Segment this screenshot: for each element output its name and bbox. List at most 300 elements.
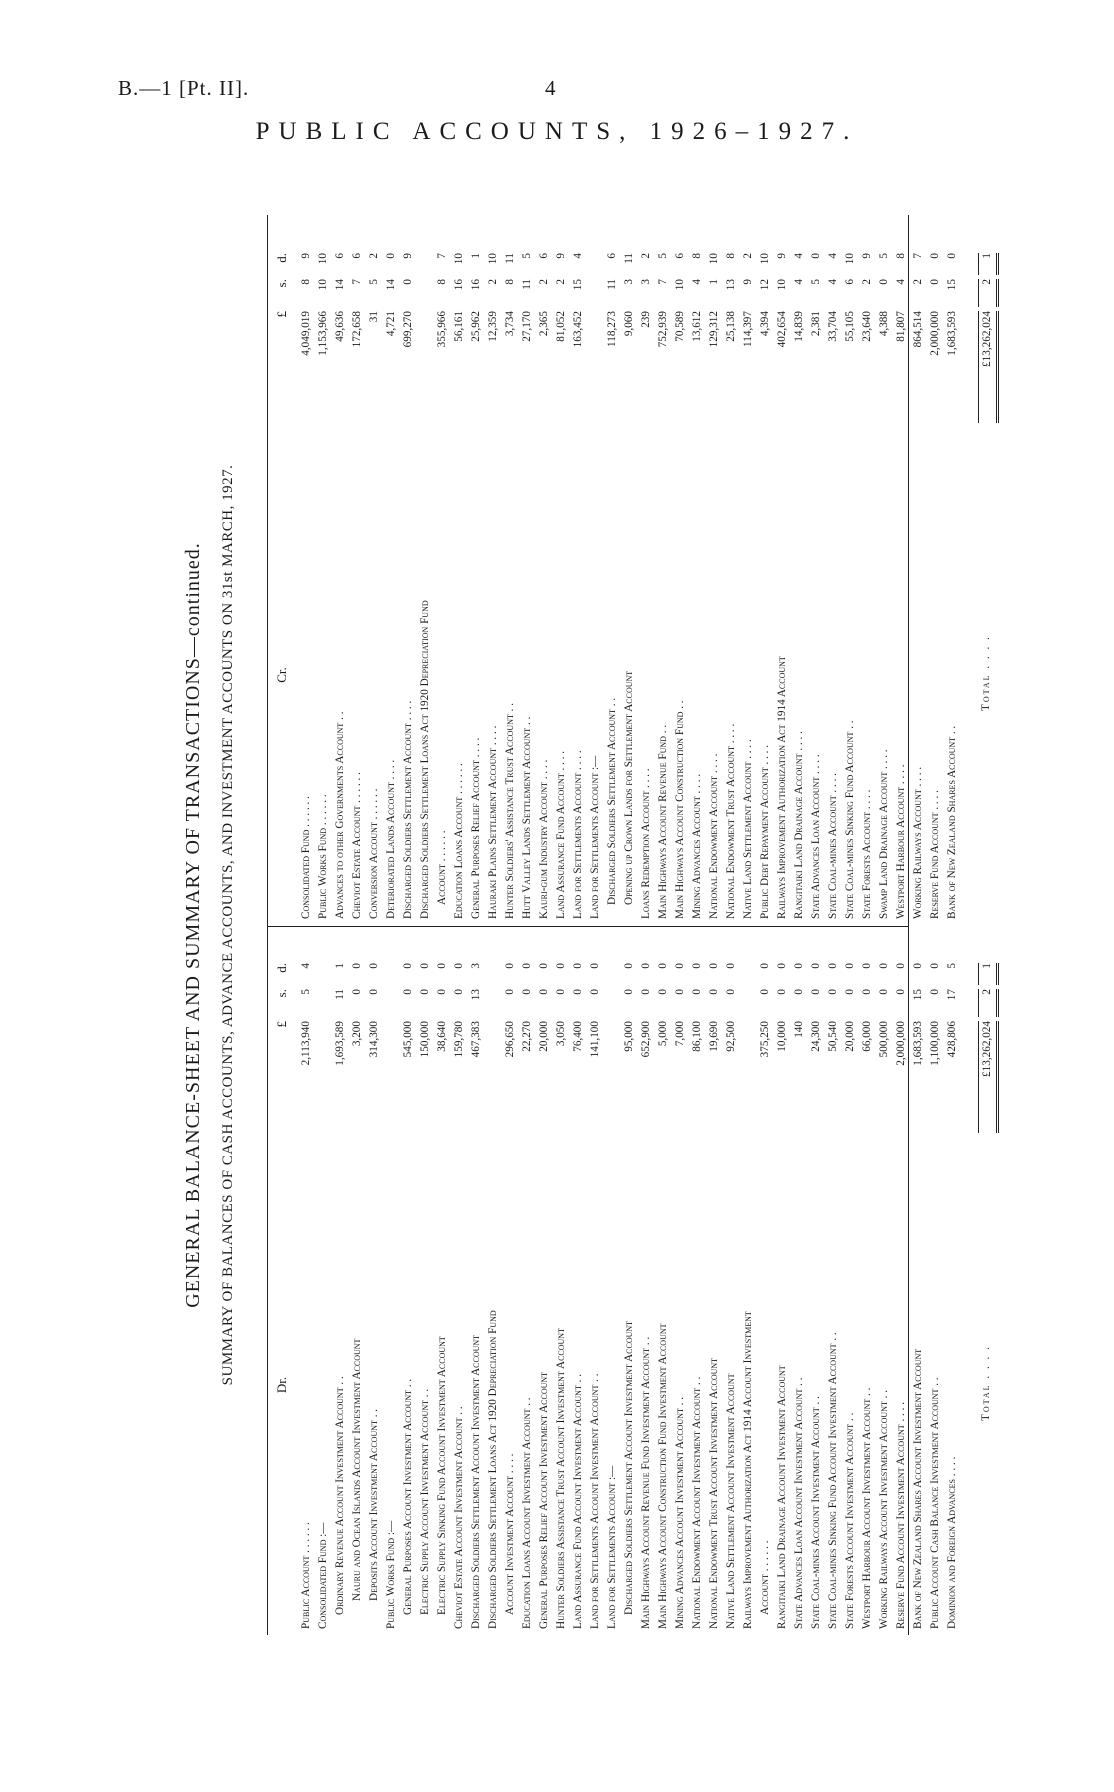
pounds-value: 467,383 bbox=[470, 1021, 482, 1058]
pounds-value: 25,962 bbox=[470, 311, 482, 342]
account-label: Consolidated Fund :— bbox=[317, 1522, 329, 1629]
account-label: Kauri-gum Industry Account . . . . bbox=[538, 759, 550, 919]
pence-value: 0 bbox=[385, 253, 397, 259]
debit-header bbox=[274, 927, 298, 1635]
pounds-value: 14,839 bbox=[793, 311, 805, 342]
account-label: Loans Redemption Account . . . . bbox=[640, 768, 652, 919]
pence-value: 9 bbox=[555, 253, 567, 259]
pounds-value: 2,000,000 bbox=[929, 311, 941, 356]
shillings-value: 0 bbox=[436, 989, 448, 995]
pence-value: 4 bbox=[827, 253, 839, 259]
shillings-unit: s. bbox=[274, 279, 289, 288]
pence-value: 2 bbox=[640, 253, 652, 259]
account-label: Land for Settlements Account :— bbox=[589, 755, 601, 919]
table-row bbox=[621, 215, 638, 925]
debit-side bbox=[268, 926, 993, 1635]
pence-value: 0 bbox=[827, 963, 839, 969]
shillings-value: 0 bbox=[657, 989, 669, 995]
pence-value: 11 bbox=[623, 253, 635, 264]
account-label: General Purposes Account Investment Account . . bbox=[402, 1378, 414, 1615]
spacer bbox=[961, 927, 978, 1635]
total-shillings: 2 bbox=[978, 989, 999, 1017]
pounds-value: 864,514 bbox=[912, 311, 924, 348]
pence-value: 0 bbox=[895, 963, 907, 969]
pence-value: 6 bbox=[351, 253, 363, 259]
shillings-value: 2 bbox=[861, 279, 873, 285]
table-subtitle: SUMMARY OF BALANCES OF CASH ACCOUNTS, ADVANCE ACCOUNTS, AND INVESTMENT ACCOUNTS ON 31st MARCH, 1927. bbox=[220, 464, 236, 1386]
pounds-value: 66,000 bbox=[861, 1021, 873, 1052]
table-row bbox=[927, 215, 944, 925]
shillings-unit: s. bbox=[274, 989, 289, 998]
table-row bbox=[587, 215, 604, 925]
pence-unit: d. bbox=[274, 963, 289, 973]
pounds-value: 163,452 bbox=[572, 311, 584, 348]
pounds-value: 95,000 bbox=[623, 1021, 635, 1052]
shillings-value: 0 bbox=[929, 989, 941, 995]
shillings-value: 0 bbox=[929, 279, 941, 285]
pence-value: 5 bbox=[657, 253, 669, 259]
table-row bbox=[519, 927, 536, 1635]
pounds-value: 752,939 bbox=[657, 311, 669, 348]
table-row bbox=[570, 927, 587, 1635]
table-row bbox=[502, 215, 519, 925]
table-row bbox=[451, 927, 468, 1635]
shillings-value: 11 bbox=[521, 279, 533, 290]
shillings-value: 0 bbox=[521, 989, 533, 995]
pence-value: 9 bbox=[861, 253, 873, 259]
account-label: Land Assurance Fund Account Investment Account . . bbox=[572, 1373, 584, 1629]
account-label: Rangitaiki Land Drainage Account . . . . bbox=[793, 731, 805, 919]
table-row bbox=[791, 215, 808, 925]
account-label: State Coal-mines Account Investment Account . . bbox=[810, 1396, 822, 1629]
shillings-value: 3 bbox=[640, 279, 652, 285]
pence-value: 0 bbox=[844, 963, 856, 969]
shillings-value: 4 bbox=[827, 279, 839, 285]
pounds-value: 13,612 bbox=[691, 311, 703, 342]
pounds-value: 38,640 bbox=[436, 1021, 448, 1052]
account-label: Railways Improvement Authorization Act 1914 Account Investment bbox=[742, 1311, 754, 1629]
pounds-value: 22,270 bbox=[521, 1021, 533, 1052]
table-row bbox=[723, 215, 740, 925]
shillings-value: 6 bbox=[844, 279, 856, 285]
shillings-value: 14 bbox=[334, 279, 346, 291]
shillings-value: 0 bbox=[878, 989, 890, 995]
table-row bbox=[859, 215, 876, 925]
account-label: Discharged Soldiers Settlement Account Investment Account bbox=[623, 1320, 635, 1615]
pounds-value: 114,397 bbox=[742, 311, 754, 347]
shillings-value: 0 bbox=[453, 989, 465, 995]
shillings-value: 4 bbox=[691, 279, 703, 285]
pounds-value: 3,734 bbox=[504, 311, 516, 337]
balance-table bbox=[267, 215, 993, 1635]
pence-value: 0 bbox=[725, 963, 737, 969]
account-label: Native Land Settlement Account . . . . bbox=[742, 739, 754, 919]
shillings-value: 5 bbox=[810, 279, 822, 285]
pounds-value: 159,780 bbox=[453, 1021, 465, 1058]
table-row bbox=[434, 215, 451, 925]
shillings-value: 0 bbox=[674, 989, 686, 995]
account-label: Nauru and Ocean Islands Account Investment Account bbox=[351, 1338, 363, 1601]
pence-unit: d. bbox=[274, 253, 289, 263]
table-row bbox=[366, 927, 383, 1635]
pence-value: 0 bbox=[691, 963, 703, 969]
account-label: Rangitaiki Land Drainage Account Investment Account bbox=[776, 1365, 788, 1629]
shillings-value: 11 bbox=[606, 279, 618, 290]
pence-value: 10 bbox=[708, 253, 720, 265]
pence-value: 9 bbox=[300, 253, 312, 259]
pence-value: 0 bbox=[878, 963, 890, 969]
account-label: Discharged Soldiers Settlement Account Investment Account bbox=[470, 1334, 482, 1629]
pounds-value: 699,270 bbox=[402, 311, 414, 348]
account-label: Electric Supply Sinking Fund Account Investment Account bbox=[436, 1336, 448, 1615]
pence-value: 0 bbox=[929, 963, 941, 969]
account-label: Hunter Soldiers' Assistance Trust Account . . bbox=[504, 702, 516, 919]
pounds-unit: £ bbox=[274, 1021, 289, 1028]
table-row bbox=[774, 215, 791, 925]
pounds-value: 2,000,000 bbox=[895, 1021, 907, 1066]
table-row bbox=[672, 215, 689, 925]
pounds-value: 5,000 bbox=[657, 1021, 669, 1047]
total-pounds: £13,262,024 bbox=[978, 1021, 999, 1133]
pounds-value: 76,400 bbox=[572, 1021, 584, 1052]
shillings-value: 0 bbox=[844, 989, 856, 995]
table-row bbox=[400, 215, 417, 925]
account-label: General Purposes Relief Account Investment Account bbox=[538, 1371, 550, 1629]
account-label: State Coal-mines Account . . . . bbox=[827, 773, 839, 919]
pounds-value: 27,170 bbox=[521, 311, 533, 342]
account-label: Hutt Valley Lands Settlement Account . . bbox=[521, 716, 533, 919]
total-row bbox=[978, 927, 995, 1635]
credit-side bbox=[268, 215, 993, 925]
shillings-value: 1 bbox=[708, 279, 720, 285]
table-row bbox=[825, 215, 842, 925]
table-row bbox=[638, 927, 655, 1635]
pounds-value: 296,650 bbox=[504, 1021, 516, 1058]
table-row bbox=[553, 215, 570, 925]
account-label: Public Debt Repayment Account . . . . bbox=[759, 744, 771, 919]
table-row bbox=[315, 927, 332, 1635]
shillings-value: 4 bbox=[895, 279, 907, 285]
pounds-value: 12,359 bbox=[487, 311, 499, 342]
pence-value: 0 bbox=[402, 963, 414, 969]
table-row bbox=[298, 215, 315, 925]
account-label: Cheviot Estate Account Investment Account . . bbox=[453, 1406, 465, 1629]
total-pounds: £13,262,024 bbox=[978, 311, 999, 423]
account-label: State Forests Account Investment Account . . bbox=[844, 1412, 856, 1629]
pence-value: 6 bbox=[334, 253, 346, 259]
pounds-value: 81,807 bbox=[895, 311, 907, 342]
account-label: Deteriorated Lands Account . . . . bbox=[385, 759, 397, 919]
pounds-value: 20,000 bbox=[844, 1021, 856, 1052]
account-label: Native Land Settlement Account Investment Account bbox=[725, 1373, 737, 1629]
pounds-value: 172,658 bbox=[351, 311, 363, 348]
account-label: National Endowment Account Investment Account . . bbox=[691, 1376, 703, 1629]
account-label: State Coal-mines Sinking Fund Account . . bbox=[844, 720, 856, 919]
table-row bbox=[740, 927, 757, 1635]
pounds-value: 428,806 bbox=[946, 1021, 958, 1058]
table-row bbox=[417, 927, 434, 1635]
account-label: State Advances Loan Account Investment Account . . bbox=[793, 1377, 805, 1629]
credit-header bbox=[274, 215, 298, 925]
pence-value: 2 bbox=[742, 253, 754, 259]
pence-value: 8 bbox=[691, 253, 703, 259]
pounds-value: 2,365 bbox=[538, 311, 550, 337]
credit-heading: Cr. bbox=[274, 667, 289, 683]
pounds-value: 1,693,589 bbox=[334, 1021, 346, 1066]
pence-value: 9 bbox=[776, 253, 788, 259]
total-label: Total . . . . bbox=[980, 635, 992, 711]
pounds-value: 20,000 bbox=[538, 1021, 550, 1052]
account-label: Mining Advances Account Investment Account . . bbox=[674, 1396, 686, 1629]
shillings-value: 10 bbox=[674, 279, 686, 291]
account-label: Dominion and Foreign Advances . . . . bbox=[946, 1456, 958, 1629]
table-row bbox=[536, 927, 553, 1635]
account-label: Reserve Fund Account . . . . bbox=[929, 790, 941, 919]
table-row bbox=[502, 927, 519, 1635]
pence-value: 10 bbox=[844, 253, 856, 265]
pence-value: 6 bbox=[674, 253, 686, 259]
account-label: Land for Settlements Account :— bbox=[606, 1465, 618, 1629]
shillings-value: 7 bbox=[351, 279, 363, 285]
shillings-value: 0 bbox=[708, 989, 720, 995]
pence-value: 8 bbox=[725, 253, 737, 259]
account-label: Consolidated Fund . . . . . . bbox=[300, 796, 312, 919]
account-label: State Advances Loan Account . . . . bbox=[810, 754, 822, 919]
pence-value: 0 bbox=[929, 253, 941, 259]
shillings-value: 0 bbox=[589, 989, 601, 995]
pounds-value: 2,113,940 bbox=[300, 1021, 312, 1066]
table-row bbox=[757, 927, 774, 1635]
account-label: Land for Settlements Account . . . . bbox=[572, 750, 584, 919]
table-row bbox=[383, 215, 400, 925]
shillings-value: 0 bbox=[504, 989, 516, 995]
shillings-value: 13 bbox=[470, 989, 482, 1001]
account-label: Discharged Soldiers Settlement Loans Act 1920 Depreciation Fund bbox=[419, 600, 431, 919]
table-row bbox=[417, 215, 434, 925]
account-label: Electric Supply Account Investment Account . . bbox=[419, 1388, 431, 1615]
pence-value: 5 bbox=[946, 963, 958, 969]
account-label: National Endowment Trust Account . . . . bbox=[725, 723, 737, 919]
table-row bbox=[383, 927, 400, 1635]
table-row bbox=[859, 927, 876, 1635]
account-label: Westport Harbour Account Investment Account . . bbox=[861, 1387, 873, 1629]
table-row bbox=[451, 215, 468, 925]
account-label: Conversion Account . . . . . . bbox=[368, 788, 380, 919]
shillings-value: 0 bbox=[572, 989, 584, 995]
table-row bbox=[332, 927, 349, 1635]
shillings-value: 0 bbox=[861, 989, 873, 995]
pence-value: 10 bbox=[317, 253, 329, 265]
pounds-value: 49,636 bbox=[334, 311, 346, 342]
account-label: Account . . . . . . bbox=[436, 830, 448, 905]
table-row bbox=[706, 215, 723, 925]
shillings-value: 0 bbox=[759, 989, 771, 995]
pence-value: 0 bbox=[589, 963, 601, 969]
pence-value: 7 bbox=[436, 253, 448, 259]
pence-value: 0 bbox=[453, 963, 465, 969]
table-row bbox=[434, 927, 451, 1635]
shillings-value: 10 bbox=[317, 279, 329, 291]
shillings-value: 10 bbox=[776, 279, 788, 291]
pence-value: 0 bbox=[657, 963, 669, 969]
pounds-value: 10,000 bbox=[776, 1021, 788, 1052]
debit-heading: Dr. bbox=[274, 1376, 289, 1394]
shillings-value: 16 bbox=[470, 279, 482, 291]
pence-value: 0 bbox=[436, 963, 448, 969]
table-row bbox=[485, 927, 502, 1635]
shillings-value: 0 bbox=[402, 279, 414, 285]
document-reference: B.—1 [Pt. II]. bbox=[118, 76, 250, 100]
account-label: Discharged Soldiers Settlement Loans Act 1920 Depreciation Fund bbox=[487, 1310, 499, 1629]
pence-value: 11 bbox=[504, 253, 516, 264]
pounds-value: 140 bbox=[793, 1021, 805, 1038]
pounds-value: 4,388 bbox=[878, 311, 890, 337]
pence-value: 5 bbox=[878, 253, 890, 259]
table-row bbox=[400, 927, 417, 1635]
table-row bbox=[791, 927, 808, 1635]
pounds-value: 50,540 bbox=[827, 1021, 839, 1052]
shillings-value: 11 bbox=[334, 989, 346, 1000]
account-label: Reserve Fund Account Investment Account . . . . bbox=[895, 1401, 907, 1629]
pounds-value: 500,000 bbox=[878, 1021, 890, 1058]
table-row bbox=[655, 927, 672, 1635]
pence-value: 0 bbox=[504, 963, 516, 969]
account-label: Land Assurance Fund Account . . . . bbox=[555, 750, 567, 919]
table-row bbox=[553, 927, 570, 1635]
account-label: Opening up Crown Lands for Settlement Account bbox=[623, 670, 635, 905]
shillings-value: 8 bbox=[504, 279, 516, 285]
pounds-value: 3,050 bbox=[555, 1021, 567, 1047]
pounds-value: 4,394 bbox=[759, 311, 771, 337]
shillings-value: 0 bbox=[368, 989, 380, 995]
pounds-value: 24,300 bbox=[810, 1021, 822, 1052]
pence-value: 0 bbox=[640, 963, 652, 969]
table-row bbox=[468, 927, 485, 1635]
pounds-value: 355,966 bbox=[436, 311, 448, 348]
pounds-value: 25,138 bbox=[725, 311, 737, 342]
account-label: Cheviot Estate Account . . . . . . bbox=[351, 772, 363, 919]
table-row bbox=[944, 215, 961, 925]
shillings-value: 0 bbox=[895, 989, 907, 995]
shillings-value: 13 bbox=[725, 279, 737, 291]
pence-value: 0 bbox=[538, 963, 550, 969]
pounds-value: 4,721 bbox=[385, 311, 397, 337]
shillings-value: 16 bbox=[453, 279, 465, 291]
pence-value: 0 bbox=[861, 963, 873, 969]
shillings-value: 8 bbox=[436, 279, 448, 285]
shillings-value: 7 bbox=[657, 279, 669, 285]
table-row bbox=[893, 215, 910, 925]
pounds-value: 70,589 bbox=[674, 311, 686, 342]
pence-value: 1 bbox=[334, 963, 346, 969]
pounds-value: 3,200 bbox=[351, 1021, 363, 1047]
pounds-value: 375,250 bbox=[759, 1021, 771, 1058]
table-row bbox=[332, 215, 349, 925]
pounds-value: 19,690 bbox=[708, 1021, 720, 1052]
total-row bbox=[978, 215, 995, 925]
table-row bbox=[893, 927, 910, 1635]
account-label: Working Railways Account Investment Account . . bbox=[878, 1389, 890, 1629]
pounds-value: 150,000 bbox=[419, 1021, 431, 1058]
pence-value: 0 bbox=[708, 963, 720, 969]
table-row bbox=[485, 215, 502, 925]
pence-value: 2 bbox=[368, 253, 380, 259]
pounds-value: 141,100 bbox=[589, 1021, 601, 1058]
pence-value: 8 bbox=[895, 253, 907, 259]
pence-value: 0 bbox=[810, 963, 822, 969]
shillings-value: 0 bbox=[878, 279, 890, 285]
pounds-value: 1,683,593 bbox=[946, 311, 958, 356]
pounds-value: 1,153,966 bbox=[317, 311, 329, 356]
account-label: State Coal-mines Sinking Fund Account Investment Account . . bbox=[827, 1332, 839, 1629]
pence-value: 0 bbox=[623, 963, 635, 969]
pence-value: 10 bbox=[487, 253, 499, 265]
shillings-value: 2 bbox=[912, 279, 924, 285]
table-row bbox=[876, 215, 893, 925]
table-row bbox=[604, 927, 621, 1635]
table-row bbox=[723, 927, 740, 1635]
table-row bbox=[298, 927, 315, 1635]
shillings-value: 0 bbox=[640, 989, 652, 995]
account-label: Main Highways Account Construction Fund Investment Account bbox=[657, 1323, 669, 1629]
table-row bbox=[468, 215, 485, 925]
shillings-value: 0 bbox=[419, 989, 431, 995]
pence-value: 0 bbox=[810, 253, 822, 259]
account-label: Swamp Land Drainage Account . . . . bbox=[878, 749, 890, 919]
pounds-value: 402,654 bbox=[776, 311, 788, 348]
pence-value: 0 bbox=[419, 963, 431, 969]
table-row bbox=[689, 215, 706, 925]
account-label: Main Highways Account Revenue Fund . . bbox=[657, 724, 669, 919]
pence-value: 10 bbox=[453, 253, 465, 265]
shillings-value: 0 bbox=[623, 989, 635, 995]
pence-value: 0 bbox=[521, 963, 533, 969]
table-row bbox=[366, 215, 383, 925]
account-label: Railways Improvement Authorization Act 1914 Account bbox=[776, 656, 788, 919]
table-row bbox=[349, 927, 366, 1635]
shillings-value: 0 bbox=[827, 989, 839, 995]
account-label: State Forests Account . . . . bbox=[861, 789, 873, 919]
pounds-value: 118,273 bbox=[606, 311, 618, 347]
shillings-value: 5 bbox=[300, 989, 312, 995]
pence-value: 0 bbox=[946, 253, 958, 259]
table-row bbox=[808, 927, 825, 1635]
table-row bbox=[349, 215, 366, 925]
account-label: Ordinary Revenue Account Investment Account . . bbox=[334, 1376, 346, 1615]
pence-value: 0 bbox=[759, 963, 771, 969]
debit-rows bbox=[298, 927, 995, 1635]
account-label: Main Highways Account Revenue Fund Investment Account . . bbox=[640, 1336, 652, 1629]
shillings-value: 8 bbox=[300, 279, 312, 285]
shillings-value: 4 bbox=[793, 279, 805, 285]
table-row bbox=[315, 215, 332, 925]
shillings-value: 2 bbox=[555, 279, 567, 285]
table-row bbox=[689, 927, 706, 1635]
rotated-balance-sheet bbox=[172, 185, 993, 1665]
pence-value: 4 bbox=[793, 253, 805, 259]
pence-value: 6 bbox=[538, 253, 550, 259]
shillings-value: 5 bbox=[368, 279, 380, 285]
table-row bbox=[638, 215, 655, 925]
pence-value: 1 bbox=[470, 253, 482, 259]
shillings-value: 0 bbox=[793, 989, 805, 995]
total-pence: 1 bbox=[978, 963, 999, 985]
shillings-value: 15 bbox=[946, 279, 958, 291]
table-row bbox=[944, 927, 961, 1635]
shillings-value: 0 bbox=[691, 989, 703, 995]
shillings-value: 15 bbox=[572, 279, 584, 291]
pounds-value: 1,683,593 bbox=[912, 1021, 924, 1066]
